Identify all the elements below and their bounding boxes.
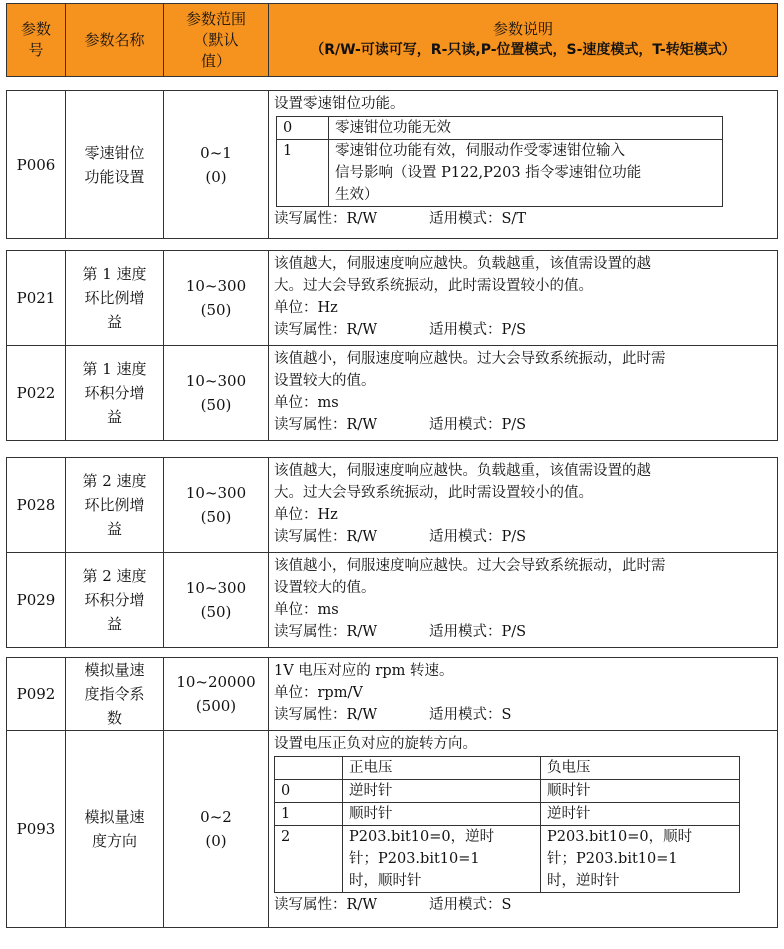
header-table xyxy=(6,3,778,77)
param-number: P022 xyxy=(7,346,66,441)
attr-line: 读写属性：R/W 适用模式：S xyxy=(274,707,512,723)
header-param-number: 参数 号 xyxy=(7,4,66,77)
param-table-p092-p093 xyxy=(6,657,778,928)
attr-line: 读写属性：R/W 适用模式：S xyxy=(274,897,512,913)
param-number: P093 xyxy=(7,731,66,928)
attr-line: 读写属性：R/W 适用模式：P/S xyxy=(274,529,527,545)
param-range: 10~300 (50) xyxy=(164,251,269,346)
table-row: 1 顺时针 逆时针 xyxy=(275,803,740,826)
param-range: 0~1 (0) xyxy=(164,91,269,239)
param-name: 模拟量速 度指令系 数 xyxy=(66,658,164,731)
direction-table xyxy=(274,756,740,893)
param-number: P028 xyxy=(7,458,66,553)
param-description: 该值越小，伺服速度响应越快。过大会导致系统振动，此时需 设置较大的值。 单位：ms 读写属性：R/W 适用模式：P/S xyxy=(269,346,778,441)
param-name: 模拟量速 度方向 xyxy=(66,731,164,928)
header-param-name: 参数名称 xyxy=(66,4,164,77)
option-row: 0 零速钳位功能无效 xyxy=(277,117,723,140)
param-description: 设置零速钳位功能。 0 零速钳位功能无效 1 零速钳位功能有效，伺服动作受零速钳位输入 信号影响（设置 P122,P203 指令零速钳位功能 生效） 读写属性：R/W 适用模式：S/T xyxy=(269,91,778,239)
param-name: 第 1 速度 环积分增 益 xyxy=(66,346,164,441)
param-name: 第 2 速度 环比例增 益 xyxy=(66,458,164,553)
param-description: 该值越大，伺服速度响应越快。负载越重，该值需设置的越 大。过大会导致系统振动，此时需设置较小的值。 单位：Hz 读写属性：R/W 适用模式：P/S xyxy=(269,458,778,553)
param-description: 该值越大，伺服速度响应越快。负载越重，该值需设置的越 大。过大会导致系统振动，此时需设置较小的值。 单位：Hz 读写属性：R/W 适用模式：P/S xyxy=(269,251,778,346)
table-row: 2 P203.bit10=0，逆时 针；P203.bit10=1 时，顺时针 P203.bit10=0，顺时 针；P203.bit10=1 时，逆时针 xyxy=(275,826,740,893)
param-number: P092 xyxy=(7,658,66,731)
param-description: 设置电压正负对应的旋转方向。 正电压 负电压 0 逆时针 顺时针 1 顺时针 逆时针 2 P203.bit10=0，逆时 针；P203.bit10=1 时，顺时针 P203.bit10=0，顺时 针；P203.bit10=1 时，逆时针 读写属性：R/W 适用模式：S xyxy=(269,731,778,928)
attr-line: 读写属性：R/W 适用模式：P/S xyxy=(274,624,527,640)
param-table-p006 xyxy=(6,90,778,239)
param-number: P006 xyxy=(7,91,66,239)
param-name: 第 2 速度 环积分增 益 xyxy=(66,553,164,648)
option-table xyxy=(276,116,723,207)
param-range: 0~2 (0) xyxy=(164,731,269,928)
param-range: 10~300 (50) xyxy=(164,458,269,553)
param-name: 第 1 速度 环比例增 益 xyxy=(66,251,164,346)
header-param-range: 参数范围 （默认 值） xyxy=(164,4,269,77)
option-row: 1 零速钳位功能有效，伺服动作受零速钳位输入 信号影响（设置 P122,P203 指令零速钳位功能 生效） xyxy=(277,140,723,207)
param-description: 1V 电压对应的 rpm 转速。 单位：rpm/V 读写属性：R/W 适用模式：S xyxy=(269,658,778,731)
attr-line: 读写属性：R/W 适用模式：S/T xyxy=(274,211,526,227)
param-range: 10~300 (50) xyxy=(164,553,269,648)
attr-line: 读写属性：R/W 适用模式：P/S xyxy=(274,417,527,433)
table-header-row: 正电压 负电压 xyxy=(275,757,740,780)
param-table-p028-p029 xyxy=(6,457,778,648)
attr-line: 读写属性：R/W 适用模式：P/S xyxy=(274,322,527,338)
param-name: 零速钳位 功能设置 xyxy=(66,91,164,239)
param-table-p021-p022 xyxy=(6,250,778,441)
param-number: P029 xyxy=(7,553,66,648)
table-row: 0 逆时针 顺时针 xyxy=(275,780,740,803)
header-param-desc: 参数说明 （R/W-可读可写，R-只读,P-位置模式，S-速度模式，T-转矩模式） xyxy=(269,4,778,77)
param-range: 10~300 (50) xyxy=(164,346,269,441)
param-description: 该值越小，伺服速度响应越快。过大会导致系统振动，此时需 设置较大的值。 单位：ms 读写属性：R/W 适用模式：P/S xyxy=(269,553,778,648)
param-range: 10~20000 (500) xyxy=(164,658,269,731)
param-number: P021 xyxy=(7,251,66,346)
